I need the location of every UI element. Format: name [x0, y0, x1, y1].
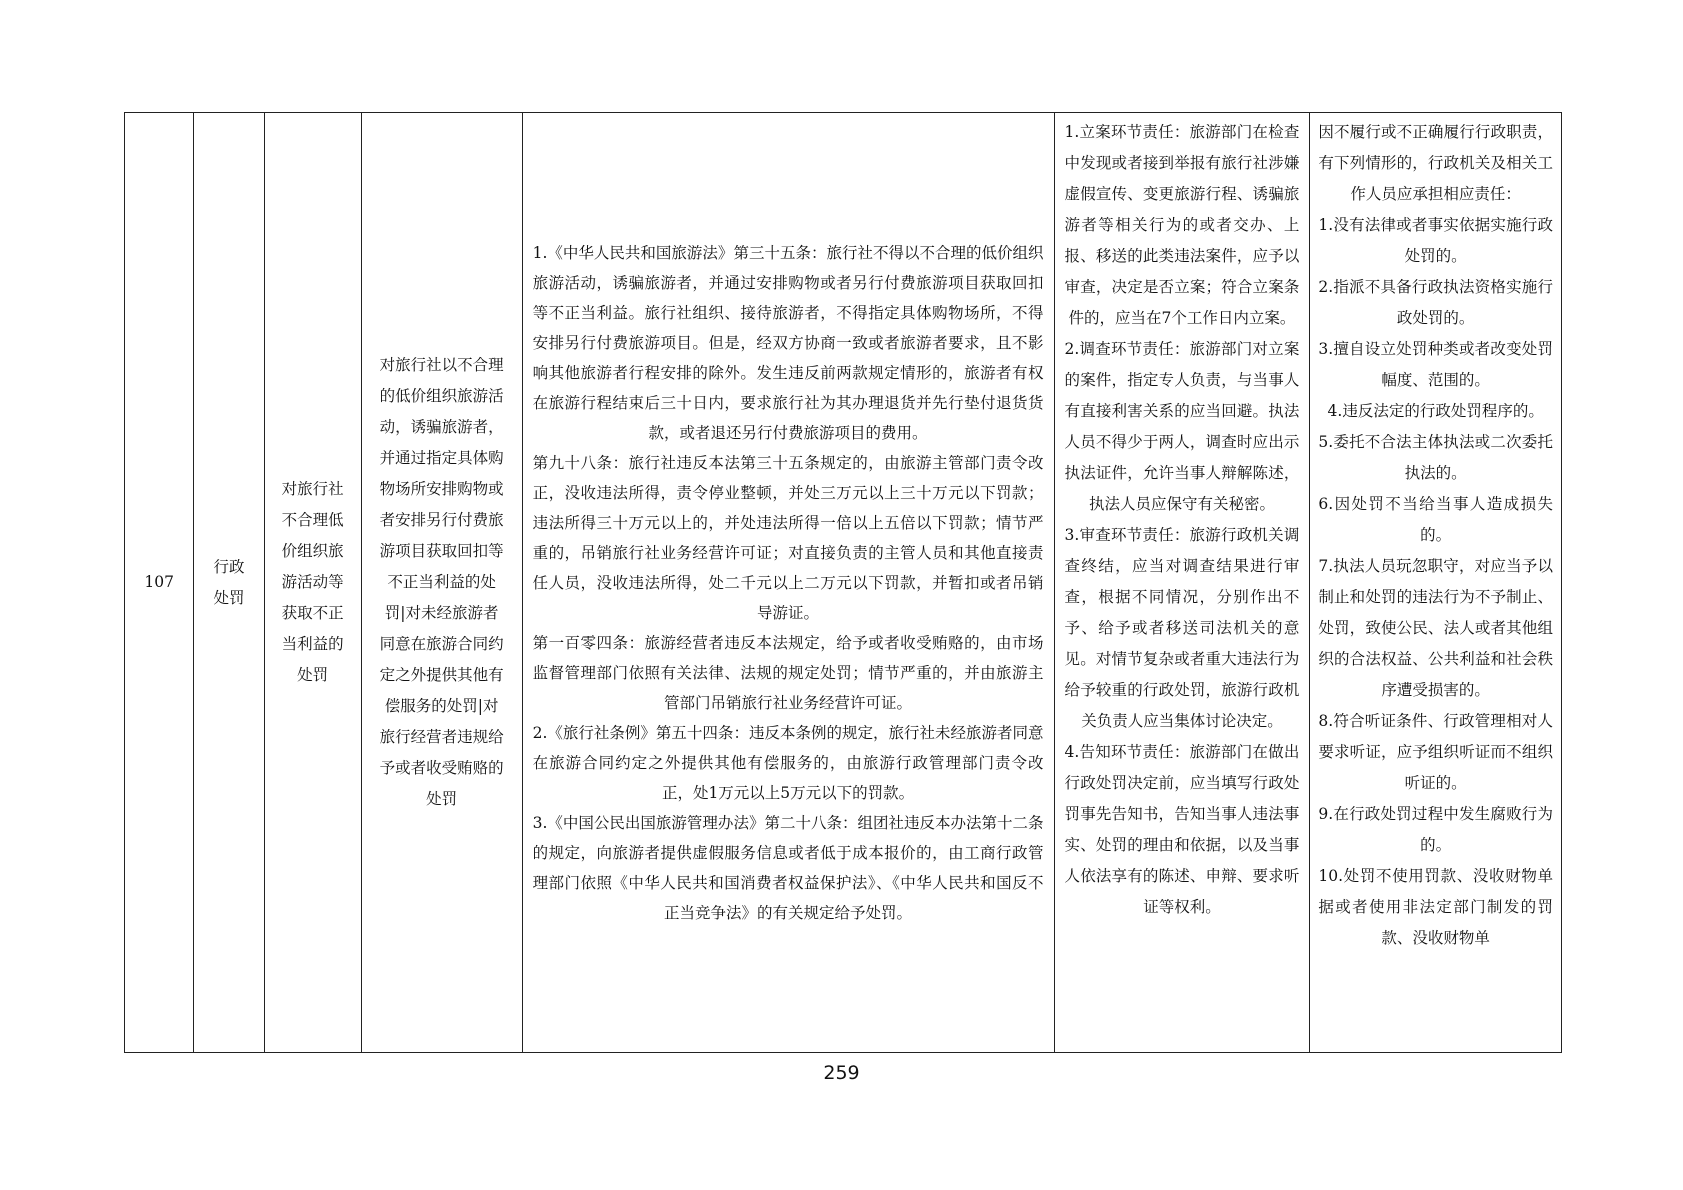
- sub-items: 对旅行社以不合理的低价组织旅游活动，诱骗旅游者，并通过指定具体购物场所安排购物或者安排另行付费旅游项目获取回扣等不正当利益的处罚|对未经旅游者同意在旅游合同约定之外提供其他有偿服务的处罚|对旅行经营者违规给予或者收受贿赂的处罚: [379, 356, 504, 808]
- accountability-paragraph: 3.擅自设立处罚种类或者改变处罚幅度、范围的。: [1318, 340, 1553, 389]
- sub-items-cell: [361, 113, 522, 1053]
- legal-basis-cell: [522, 113, 1054, 1053]
- responsibility-cell: [1054, 113, 1310, 1053]
- power-list-table: [124, 112, 1562, 1053]
- legal-basis-paragraph: 第九十八条：旅行社违反本法第三十五条规定的，由旅游主管部门责令改正，没收违法所得，责令停业整顿，并处三万元以上三十万元以下罚款；违法所得三十万元以上的，并处违法所得一倍以上五倍以下罚款；情节严重的，吊销旅行社业务经营许可证；对直接负责的主管人员和其他直接责任人员，没收违法所得，处二千元以上二万元以下罚款，并暂扣或者吊销导游证。: [532, 453, 1044, 622]
- table-row: [125, 113, 1562, 1053]
- accountability-paragraph: 4.违反法定的行政处罚程序的。: [1327, 402, 1544, 420]
- accountability-paragraph: 5.委托不合法主体执法或二次委托执法的。: [1318, 433, 1553, 482]
- legal-basis-paragraph: 1.《中华人民共和国旅游法》第三十五条：旅行社不得以不合理的低价组织旅游活动，诱骗旅游者，并通过安排购物或者另行付费旅游项目获取回扣等不正当利益。旅行社组织、接待旅游者，不得指定具体购物场所，不得安排另行付费旅游项目。但是，经双方协商一致或者旅游者要求，且不影响其他旅游者行程安排的除外。发生违反前两款规定情形的，旅游者有权在旅游行程结束后三十日内，要求旅行社为其办理退货并先行垫付退货货款，或者退还另行付费旅游项目的费用。: [532, 243, 1044, 442]
- accountability-paragraph: 9.在行政处罚过程中发生腐败行为的。: [1318, 805, 1553, 854]
- page-number: 259: [823, 1062, 860, 1084]
- accountability-paragraph: 10.处罚不使用罚款、没收财物单据或者使用非法定部门制发的罚款、没收财物单: [1318, 867, 1553, 947]
- accountability-paragraph: 2.指派不具备行政执法资格实施行政处罚的。: [1318, 278, 1553, 327]
- responsibility-paragraph: 2.调查环节责任：旅游部门对立案的案件，指定专人负责，与当事人有直接利害关系的应当回避。执法人员不得少于两人，调查时应出示执法证件，允许当事人辩解陈述，执法人员应保守有关秘密。: [1064, 340, 1300, 513]
- row-number: 107: [125, 113, 194, 1053]
- legal-basis-paragraph: 2.《旅行社条例》第五十四条：违反本条例的规定，旅行社未经旅游者同意在旅游合同约定之外提供其他有偿服务的，由旅游行政管理部门责令改正，处1万元以上5万元以下的罚款。: [532, 723, 1044, 802]
- category-cell: [194, 113, 264, 1053]
- responsibility-paragraph: 4.告知环节责任：旅游部门在做出行政处罚决定前，应当填写行政处罚事先告知书，告知当事人违法事实、处罚的理由和依据，以及当事人依法享有的陈述、申辩、要求听证等权利。: [1064, 743, 1300, 916]
- accountability-paragraph: 因不履行或不正确履行行政职责，有下列情形的，行政机关及相关工作人员应承担相应责任：: [1318, 123, 1553, 203]
- accountability-paragraph: 8.符合听证条件、行政管理相对人要求听证，应予组织听证而不组织听证的。: [1318, 712, 1553, 792]
- item-name-cell: [264, 113, 361, 1053]
- item-name: 对旅行社不合理低价组织旅游活动等获取不正当利益的处罚: [281, 480, 344, 684]
- responsibility-paragraph: 3.审查环节责任：旅游行政机关调查终结，应当对调查结果进行审查，根据不同情况，分别作出不予、给予或者移送司法机关的意见。对情节复杂或者重大违法行为给予较重的行政处罚，旅游行政机关负责人应当集体讨论决定。: [1064, 526, 1300, 730]
- category: 行政处罚: [213, 557, 245, 607]
- legal-basis-paragraph: 3.《中国公民出国旅游管理办法》第二十八条：组团社违反本办法第十二条的规定，向旅游者提供虚假服务信息或者低于成本报价的，由工商行政管理部门依照《中华人民共和国消费者权益保护法》、《中华人民共和国反不正当竞争法》的有关规定给予处罚。: [532, 813, 1044, 922]
- accountability-paragraph: 6.因处罚不当给当事人造成损失的。: [1318, 495, 1553, 544]
- accountability-cell: [1310, 113, 1562, 1053]
- accountability-paragraph: 7.执法人员玩忽职守，对应当予以制止和处罚的违法行为不予制止、处罚，致使公民、法人或者其他组织的合法权益、公共利益和社会秩序遭受损害的。: [1318, 557, 1553, 699]
- legal-basis-paragraph: 第一百零四条：旅游经营者违反本法规定，给予或者收受贿赂的，由市场监督管理部门依照有关法律、法规的规定处罚；情节严重的，并由旅游主管部门吊销旅行社业务经营许可证。: [532, 633, 1044, 712]
- accountability-paragraph: 1.没有法律或者事实依据实施行政处罚的。: [1318, 216, 1553, 265]
- responsibility-paragraph: 1.立案环节责任：旅游部门在检查中发现或者接到举报有旅行社涉嫌虚假宣传、变更旅游行程、诱骗旅游者等相关行为的或者交办、上报、移送的此类违法案件，应予以审查，决定是否立案；符合立案条件的，应当在7个工作日内立案。: [1064, 123, 1300, 327]
